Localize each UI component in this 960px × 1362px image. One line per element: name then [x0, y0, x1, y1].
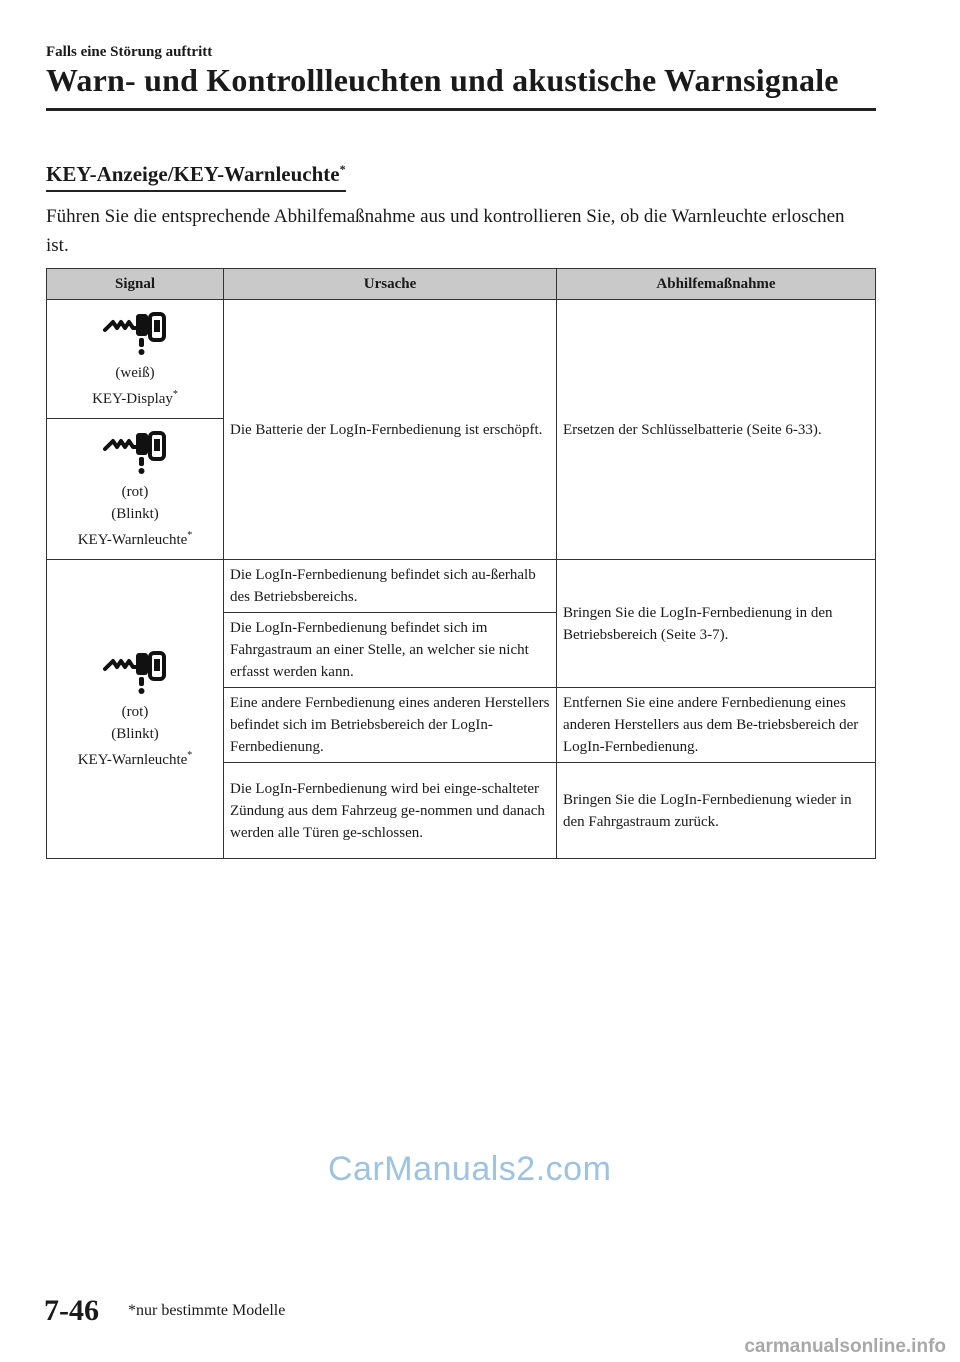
remedy-cell: Entfernen Sie eine andere Fernbedienung eines anderen Herstellers aus dem Be-triebsbereich der LogIn-Fernbedienung.: [557, 688, 876, 763]
cause-cell: Die LogIn-Fernbedienung wird bei einge-schalteter Zündung aus dem Fahrzeug ge-nommen und danach werden alle Türen ge-schlossen.: [224, 763, 557, 859]
signal-cell-red: [47, 560, 224, 859]
section-kicker: Falls eine Störung auftritt: [46, 44, 213, 60]
signal-name: KEY-Warnleuchte: [77, 752, 188, 768]
signal-label-key-warning: [51, 525, 219, 551]
key-warning-icon: [103, 308, 167, 356]
remedy-cell: Bringen Sie die LogIn-Fernbedienung wieder in den Fahrgastraum zurück.: [557, 763, 876, 859]
subheading: [46, 162, 346, 192]
header-cause: Ursache: [224, 269, 557, 300]
cause-cell: Die LogIn-Fernbedienung befindet sich au-ßerhalb des Betriebsbereichs.: [224, 560, 557, 613]
header-remedy: Abhilfemaßnahme: [557, 269, 876, 300]
signal-state: (Blinkt): [111, 726, 159, 742]
key-warning-icon: [103, 647, 167, 695]
header-signal: Signal: [47, 269, 224, 300]
chapter-title: Warn- und Kontrollleuchten und akustische Warnsignale: [46, 62, 839, 98]
signal-cell-white: [47, 300, 224, 419]
table-row: [47, 560, 876, 613]
watermark-carmanualsonline: carmanualsonline.info: [744, 1336, 946, 1357]
signal-state: (Blinkt): [111, 506, 159, 522]
footnote: *nur bestimmte Modelle: [128, 1302, 286, 1319]
cause-cell: Die LogIn-Fernbedienung befindet sich im Fahrgastraum an einer Stelle, an welcher sie nicht erfasst werden kann.: [224, 613, 557, 688]
signal-name: KEY-Warnleuchte: [77, 532, 188, 548]
cause-cell: Eine andere Fernbedienung eines anderen Herstellers befindet sich im Betriebsbereich der LogIn-Fernbedienung.: [224, 688, 557, 763]
subheading-text: KEY-Anzeige/KEY-Warnleuchte: [46, 162, 340, 186]
signal-color-red: (rot): [121, 704, 149, 720]
signal-cell-red: [47, 419, 224, 560]
table-row: [47, 300, 876, 419]
signal-label-key-warning: [51, 745, 219, 771]
signal-label-key-display: [51, 384, 219, 410]
signal-marker: *: [172, 389, 178, 400]
key-warning-icon: [103, 427, 167, 475]
cause-cell: Die Batterie der LogIn-Fernbedienung ist erschöpft.: [224, 300, 557, 560]
warning-table: [46, 268, 876, 859]
subheading-marker: *: [339, 162, 346, 176]
signal-marker: *: [187, 530, 193, 541]
table-header-row: [47, 269, 876, 300]
watermark-carmanuals2: CarManuals2.com: [328, 1150, 612, 1188]
title-rule: [46, 108, 876, 111]
remedy-cell: Ersetzen der Schlüsselbatterie (Seite 6-33).: [557, 300, 876, 560]
intro-text: Führen Sie die entsprechende Abhilfemaßnahme aus und kontrollieren Sie, ob die Warnleuchte erloschen ist.: [46, 206, 845, 256]
signal-marker: *: [187, 750, 193, 761]
remedy-cell: Bringen Sie die LogIn-Fernbedienung in den Betriebsbereich (Seite 3-7).: [557, 560, 876, 688]
signal-color-white: (weiß): [115, 365, 155, 381]
signal-color-red: (rot): [121, 484, 149, 500]
signal-name: KEY-Display: [92, 391, 173, 407]
page-number: 7-46: [44, 1294, 99, 1327]
